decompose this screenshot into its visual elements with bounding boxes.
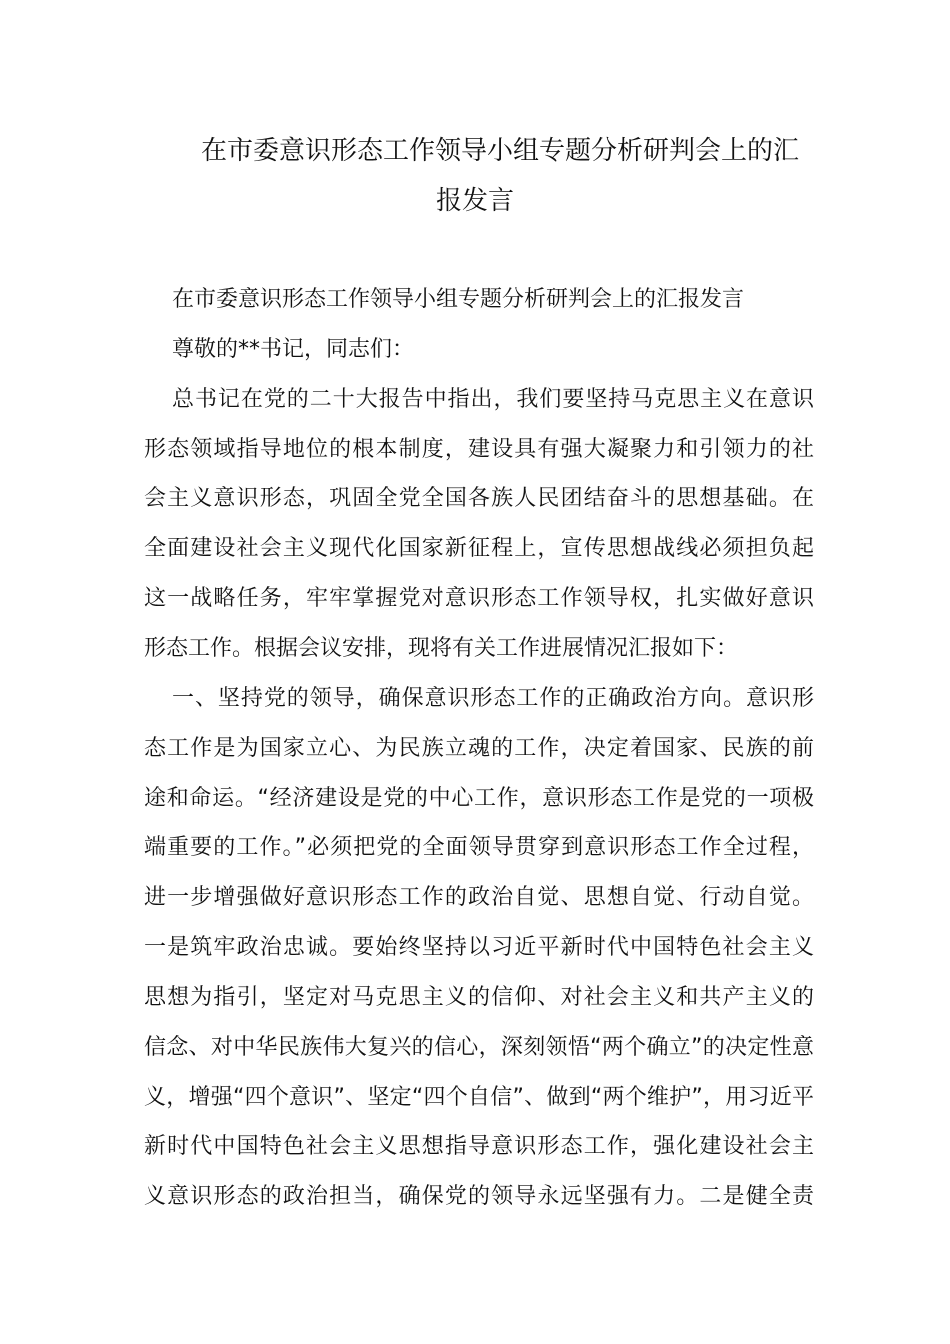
body-line-subtitle: 在市委意识形态工作领导小组专题分析研判会上的汇报发言 (172, 287, 745, 312)
body-line: 义，增强“四个意识”、坚定“四个自信”、做到“两个维护”，用习近平 (144, 1085, 814, 1110)
body-line: 会主义意识形态，巩固全党全国各族人民团结奋斗的思想基础。在 (144, 486, 814, 511)
document-title-line-2: 报发言 (435, 186, 514, 216)
body-line: 义意识形态的政治担当，确保党的领导永远坚强有力。二是健全责 (144, 1184, 814, 1209)
body-line: 进一步增强做好意识形态工作的政治自觉、思想自觉、行动自觉。 (144, 885, 814, 910)
body-line: 新时代中国特色社会主义思想指导意识形态工作，强化建设社会主 (144, 1134, 814, 1159)
body-line: 形态工作。根据会议安排，现将有关工作进展情况汇报如下： (144, 636, 739, 661)
document-title-line-1: 在市委意识形态工作领导小组专题分析研判会上的汇 (200, 136, 799, 166)
body-line: 信念、对中华民族伟大复兴的信心，深刻领悟“两个确立”的决定性意 (144, 1035, 814, 1060)
body-line: 这一战略任务，牢牢掌握党对意识形态工作领导权，扎实做好意识 (144, 586, 814, 611)
body-line: 端重要的工作。”必须把党的全面领导贯穿到意识形态工作全过程， (144, 835, 814, 860)
body-line: 一是筑牢政治忠诚。要始终坚持以习近平新时代中国特色社会主义 (144, 935, 814, 960)
body-line: 途和命运。“经济建设是党的中心工作，意识形态工作是党的一项极 (144, 786, 814, 811)
body-line: 态工作是为国家立心、为民族立魂的工作，决定着国家、民族的前 (144, 736, 814, 761)
body-line: 全面建设社会主义现代化国家新征程上，宣传思想战线必须担负起 (144, 536, 814, 561)
body-line-section-heading: 一、坚持党的领导，确保意识形态工作的正确政治方向。意识形 (172, 686, 814, 711)
body-line: 形态领域指导地位的根本制度，建设具有强大凝聚力和引领力的社 (144, 437, 814, 462)
body-line: 思想为指引，坚定对马克思主义的信仰、对社会主义和共产主义的 (144, 985, 814, 1010)
body-line-salutation: 尊敬的**书记，同志们： (172, 337, 415, 362)
body-line: 总书记在党的二十大报告中指出，我们要坚持马克思主义在意识 (172, 387, 814, 412)
